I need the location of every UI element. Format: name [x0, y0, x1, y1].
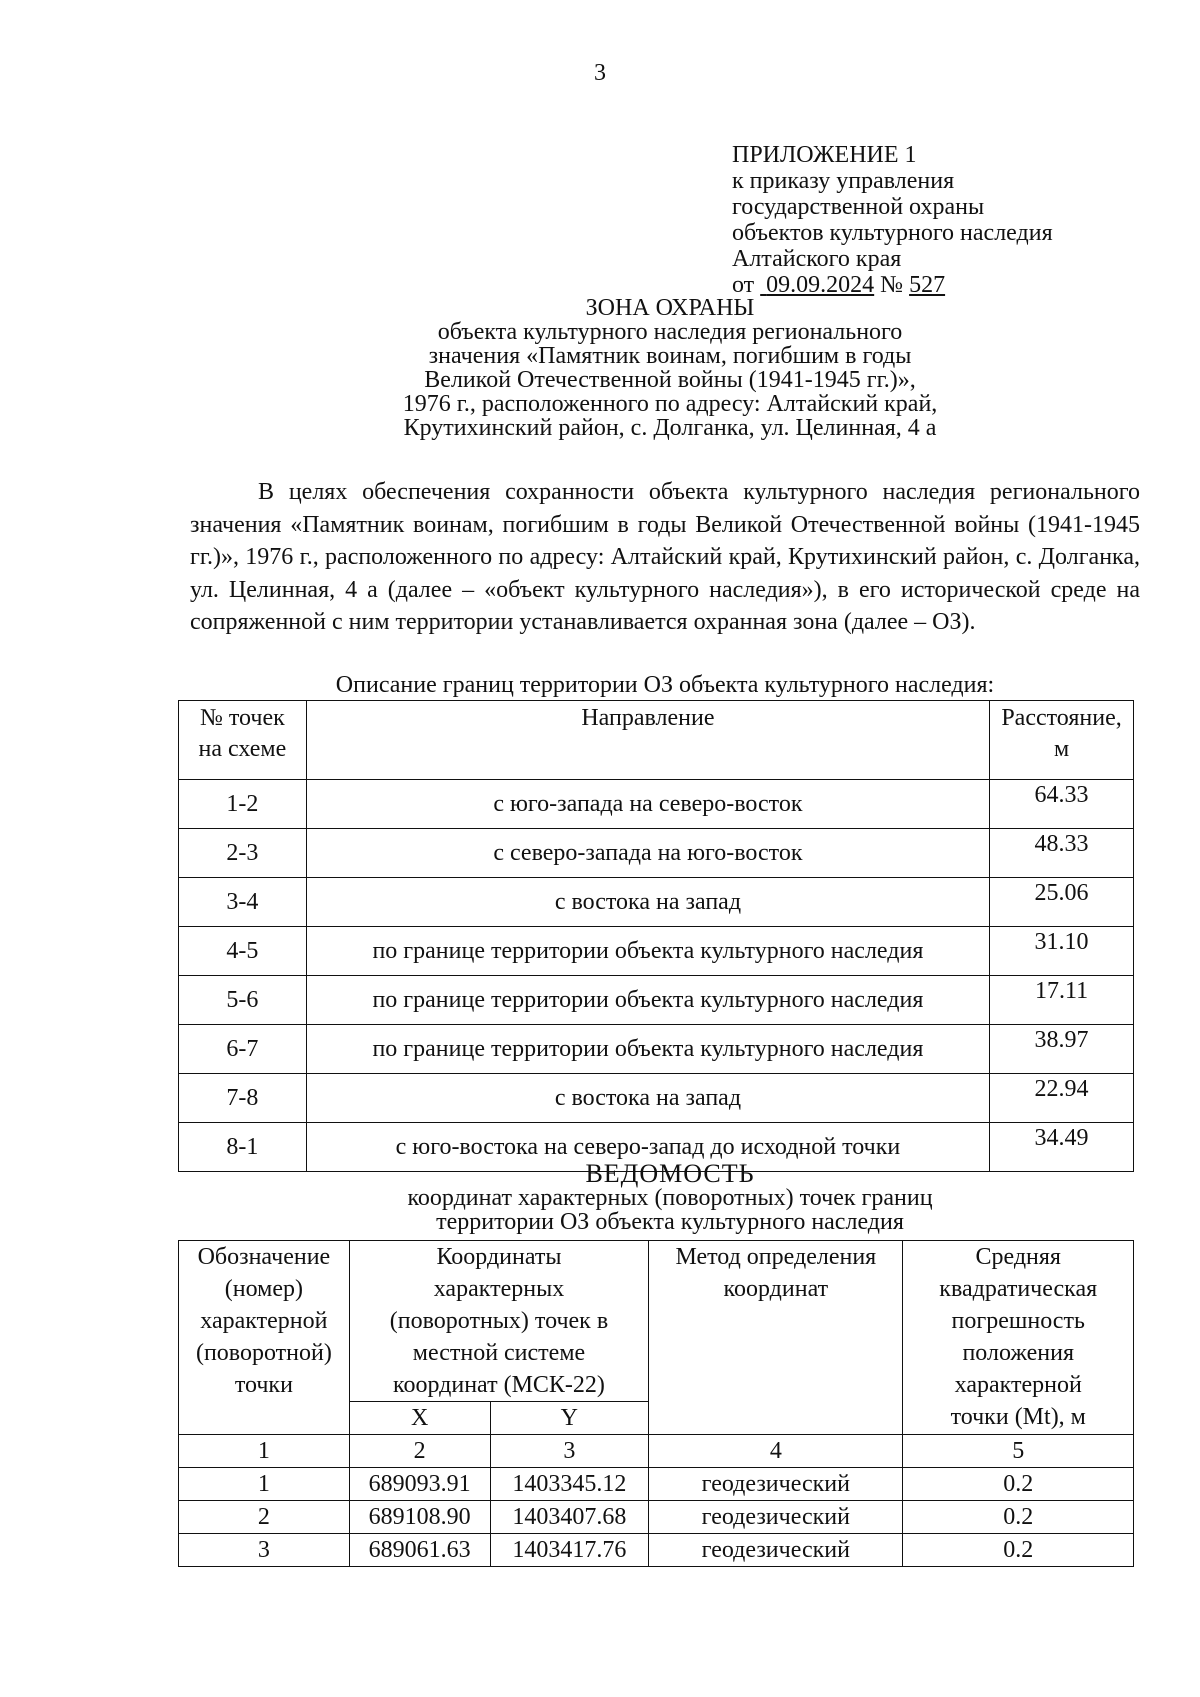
- header-y: Y: [490, 1402, 649, 1435]
- table-row: 8-1 с юго-востока на северо-запад до исходной точки 34.49: [179, 1123, 1134, 1172]
- header-direction: Направление: [306, 701, 989, 780]
- table-row: 5-6 по границе территории объекта культурного наследия 17.11: [179, 976, 1134, 1025]
- vedomost-line: территории ОЗ объекта культурного наследия: [436, 1209, 904, 1235]
- header-method: Метод определения координат: [649, 1241, 903, 1435]
- table-row: 6-7 по границе территории объекта культурного наследия 38.97: [179, 1025, 1134, 1074]
- vedomost-title: ВЕДОМОСТЬ: [585, 1159, 755, 1188]
- coordinates-table: [178, 1240, 1134, 1567]
- header-coordinates: Координаты характерных (поворотных) точек в местной системе координат (МСК-22): [349, 1241, 648, 1402]
- appendix-title: ПРИЛОЖЕНИЕ 1: [732, 142, 917, 168]
- zone-title: ЗОНА ОХРАНЫ: [585, 295, 755, 321]
- vedomost-heading: [300, 1159, 1040, 1235]
- table-row: 3 689061.63 1403417.76 геодезический 0.2: [179, 1534, 1134, 1567]
- vedomost-line: координат характерных (поворотных) точек границ: [407, 1185, 933, 1211]
- page-number: 3: [594, 60, 606, 86]
- zone-line: Великой Отечественной войны (1941-1945 гг.)»,: [424, 367, 916, 393]
- date-prefix: от: [732, 272, 755, 298]
- appendix-line: государственной охраны: [732, 194, 985, 220]
- header-points: № точек на схеме: [179, 701, 307, 780]
- table-row: 3-4 с востока на запад 25.06: [179, 878, 1134, 927]
- appendix-date-line: [732, 272, 1053, 298]
- table-row: 1-2 с юго-запада на северо-восток 64.33: [179, 780, 1134, 829]
- zone-line: Крутихинский район, с. Долганка, ул. Целинная, 4 а: [403, 415, 937, 441]
- number-prefix: №: [880, 272, 904, 298]
- appendix-line: объектов культурного наследия: [732, 220, 1053, 246]
- table-row: 1 689093.91 1403345.12 геодезический 0.2: [179, 1468, 1134, 1501]
- header-designation: Обозначение (номер) характерной (поворотной) точки: [179, 1241, 350, 1435]
- coordinates-table-header: [179, 1241, 1134, 1402]
- order-number: 527: [909, 272, 946, 298]
- header-distance: Расстояние, м: [990, 701, 1134, 780]
- zone-heading: [300, 296, 1040, 440]
- appendix-header: [732, 142, 1053, 298]
- body-paragraph: В целях обеспечения сохранности объекта культурного наследия регионального значения «Памятник воинам, погибшим в годы Великой Отечественной войны (1941-1945 гг.)», 1976 г., расположенного по адресу: Алтайский край, Крутихинский район, с. Долганка, ул. Целинная, 4 а (далее – «объект культурного наследия»), в его исторической среде на сопряженной с ним территории устанавливается охранная зона (далее – ОЗ).: [190, 479, 1140, 635]
- appendix-line: к приказу управления: [732, 168, 955, 194]
- header-error: Средняя квадратическая погрешность положения характерной точки (Mt), м: [903, 1241, 1134, 1435]
- table-row: 4-5 по границе территории объекта культурного наследия 31.10: [179, 927, 1134, 976]
- column-numbers-row: 1 2 3 4 5: [179, 1435, 1134, 1468]
- zone-line: объекта культурного наследия регионального: [437, 319, 903, 345]
- boundary-table-caption: Описание границ территории ОЗ объекта культурного наследия:: [335, 672, 995, 698]
- zone-line: 1976 г., расположенного по адресу: Алтайский край,: [402, 391, 938, 417]
- appendix-line: Алтайского края: [732, 246, 902, 272]
- table-row: 2 689108.90 1403407.68 геодезический 0.2: [179, 1501, 1134, 1534]
- table-row: 7-8 с востока на запад 22.94: [179, 1074, 1134, 1123]
- order-date: 09.09.2024: [766, 272, 875, 298]
- boundary-table-header: [179, 701, 1134, 780]
- header-x: X: [349, 1402, 490, 1435]
- zone-line: значения «Памятник воинам, погибшим в годы: [428, 343, 912, 369]
- table-row: 2-3 с северо-запада на юго-восток 48.33: [179, 829, 1134, 878]
- boundary-table: [178, 700, 1134, 1172]
